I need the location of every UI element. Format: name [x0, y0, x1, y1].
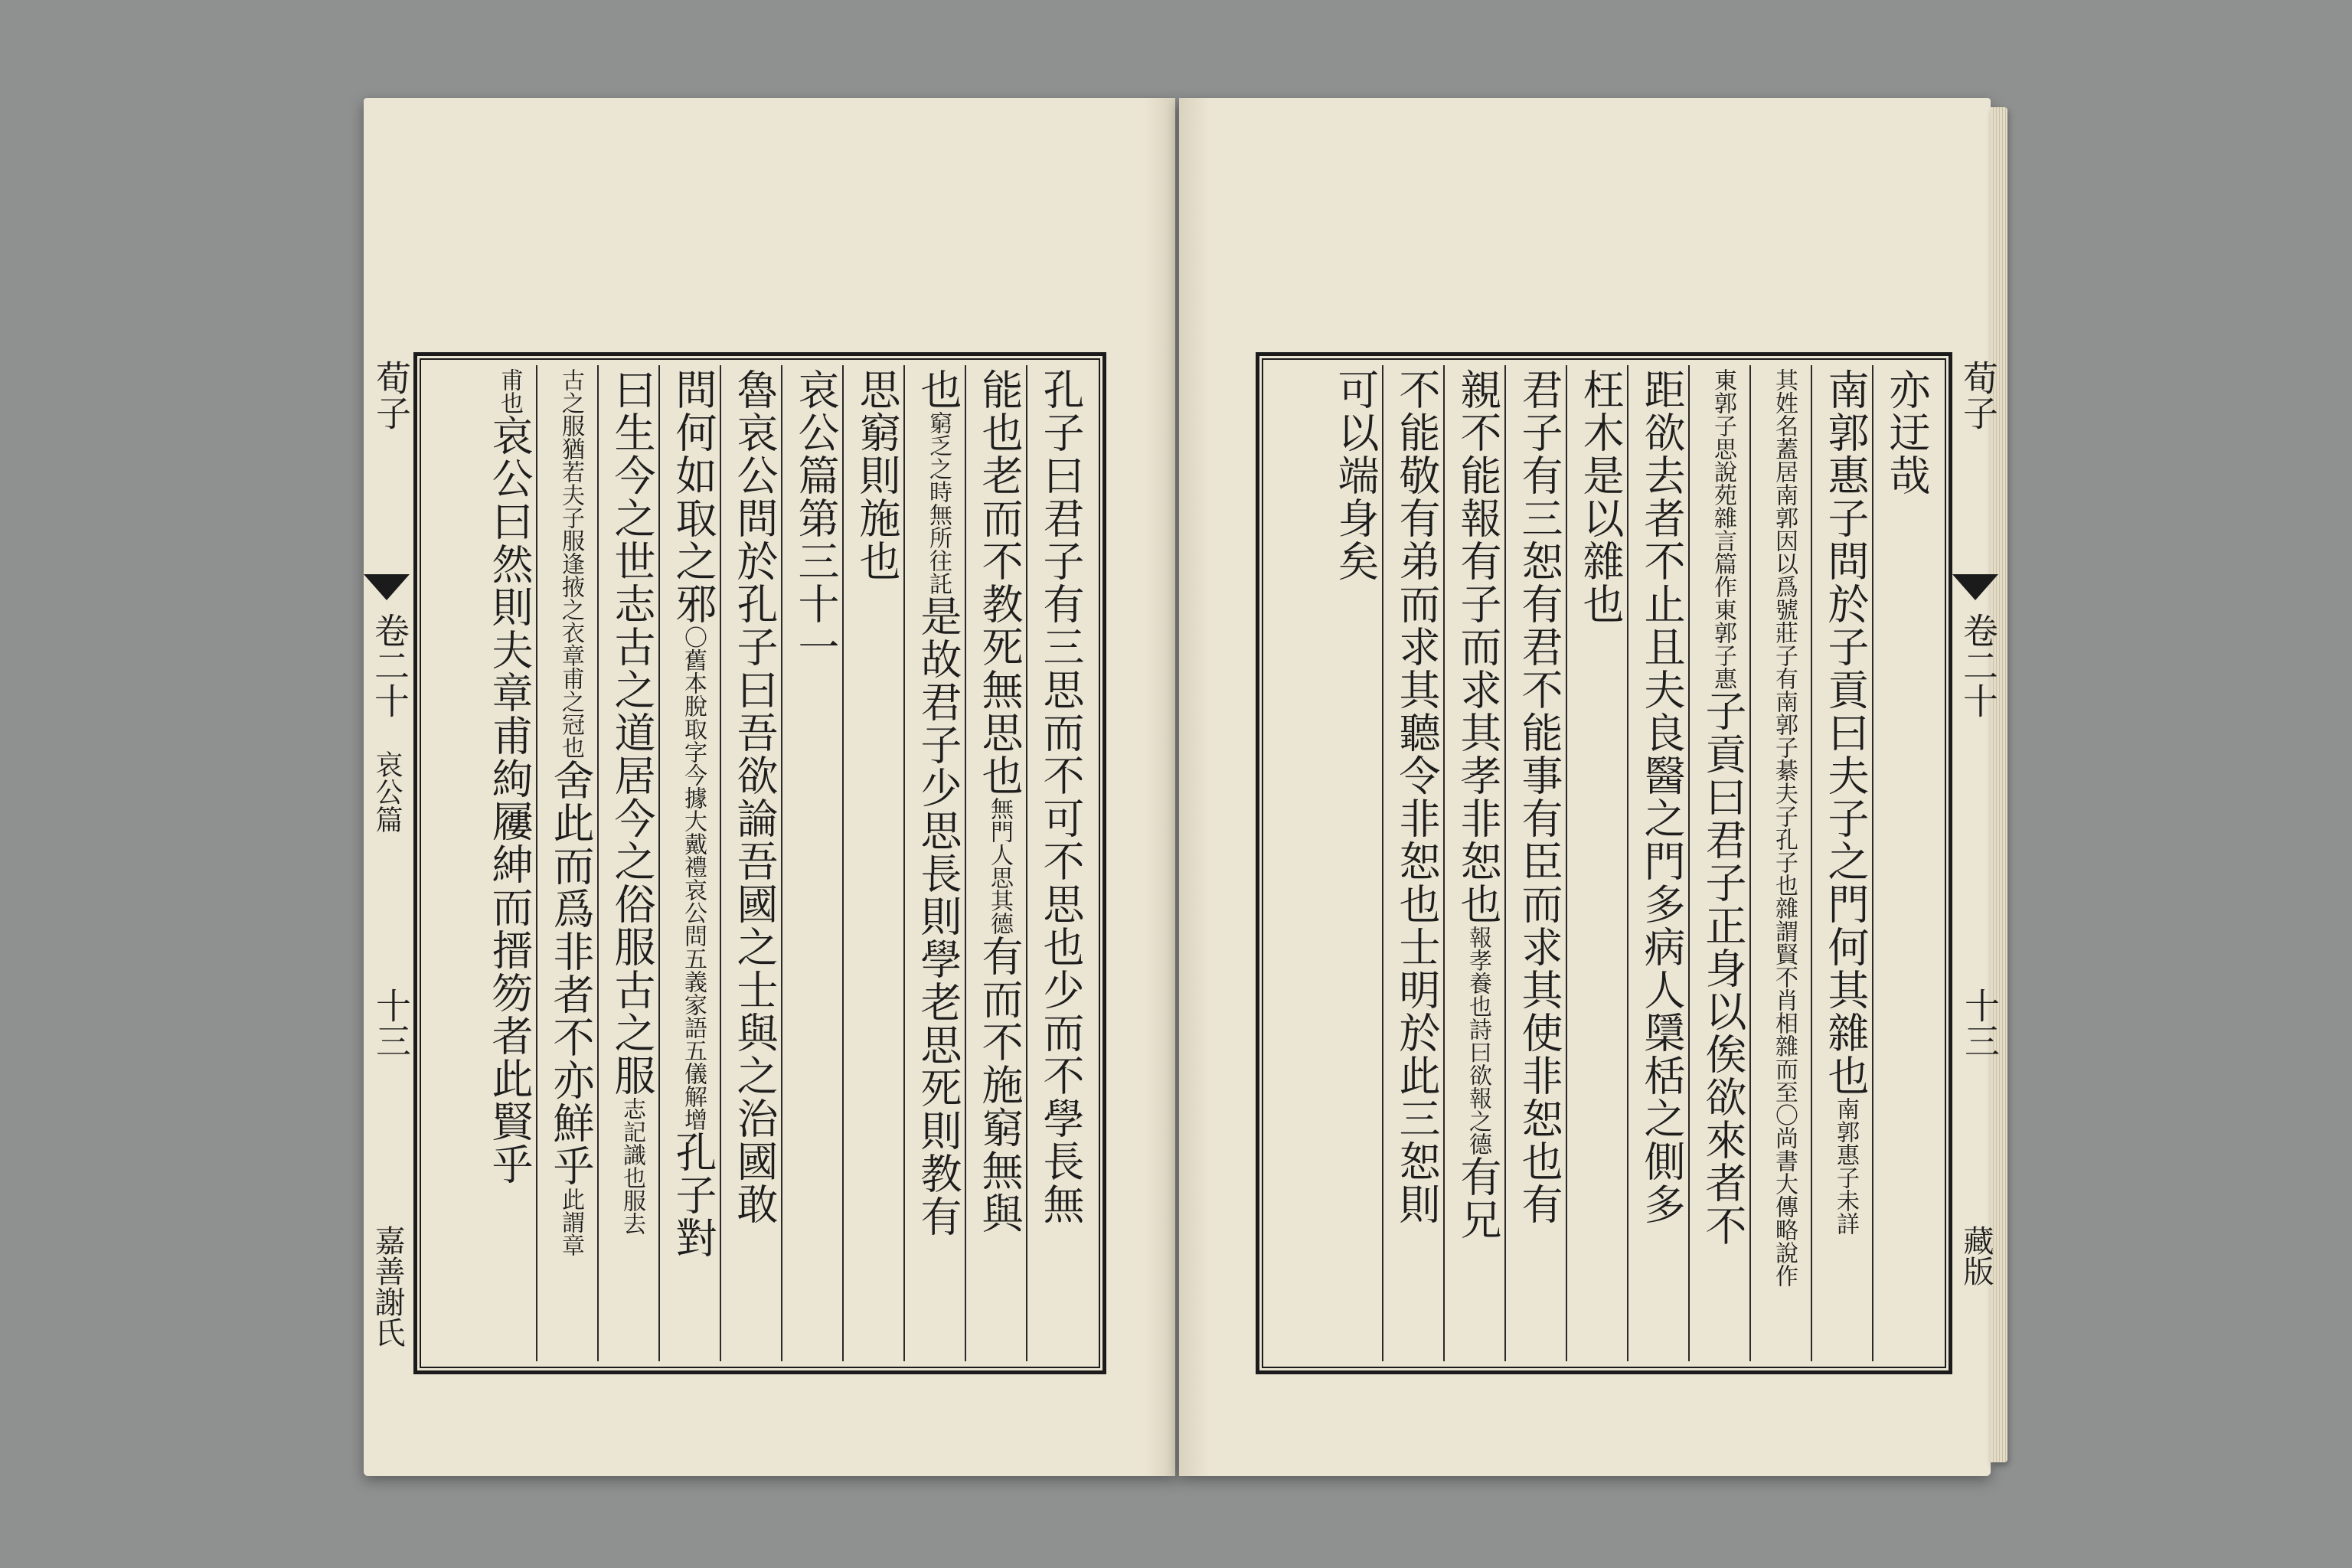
- commentary-text: 無門人思其德: [986, 797, 1013, 935]
- commentary-text: 甫也: [496, 368, 523, 414]
- text-column: [903, 365, 965, 1361]
- text-column: [1872, 365, 1933, 1361]
- text-column: [597, 365, 658, 1361]
- main-text: 舍此而爲非者不亦鮮乎: [547, 759, 595, 1187]
- commentary-text: 南郭惠子未詳: [1832, 1097, 1859, 1235]
- main-text: 思窮則施也: [853, 368, 901, 583]
- main-text: 南郭惠子問於子貢曰夫子之門何其雜也: [1821, 368, 1870, 1097]
- book-title: 荀子: [371, 360, 412, 430]
- right-text-block: [1275, 365, 1933, 1361]
- text-column: [1504, 365, 1566, 1361]
- commentary-text: 東郭子思說苑雜言篇作東郭子惠: [1710, 368, 1736, 690]
- main-text: 有兄: [1454, 1155, 1502, 1241]
- right-text-frame: [1256, 352, 1952, 1374]
- text-column: [720, 365, 781, 1361]
- publisher-mark: 藏版: [1958, 1225, 1994, 1286]
- text-column: [1811, 365, 1872, 1361]
- text-column: [1749, 365, 1811, 1361]
- main-text: 亦迂哉: [1883, 368, 1931, 497]
- right-margin-strip: [1949, 352, 2010, 1367]
- commentary-text: 其姓名蓋居南郭因以爲號莊子有南郭子綦夫子孔子也雜謂賢不肖相雜而至〇尚書大傳略說作: [1771, 368, 1798, 1287]
- main-text: 孔子曰君子有三思而不可不思也少而不學長無: [1037, 368, 1085, 1226]
- main-text: 距欲去者不止且夫良醫之門多病人檃栝之側多: [1638, 368, 1686, 1226]
- commentary-text: 窮乏之時無所往託: [925, 411, 952, 595]
- chapter-label: 哀公篇: [371, 750, 403, 833]
- main-text: 君子有三恕有君不能事有臣而求其使非恕也有: [1515, 368, 1563, 1226]
- main-text: 問何如取之邪: [669, 368, 717, 626]
- text-column: [842, 365, 903, 1361]
- text-column: [1443, 365, 1504, 1361]
- volume-label: 卷二十: [369, 612, 410, 718]
- text-column: [1382, 365, 1443, 1361]
- commentary-text: 此謂章: [557, 1187, 584, 1256]
- fish-tail-mark: [364, 574, 410, 600]
- main-text: 枉木是以雜也: [1576, 368, 1625, 626]
- commentary-text: 〇舊本脫取字今據大戴禮哀公問五義家語五儀解增: [680, 626, 707, 1131]
- main-text: 魯哀公問於孔子曰吾欲論吾國之士與之治國敢: [730, 368, 779, 1226]
- text-column: [658, 365, 720, 1361]
- main-text: 有而不施窮無與: [975, 935, 1024, 1235]
- text-column: [1026, 365, 1087, 1361]
- left-margin-strip: [360, 352, 421, 1367]
- fish-tail-mark: [1952, 574, 1998, 600]
- left-text-frame: [413, 352, 1106, 1374]
- main-text: 哀公曰然則夫章甫絇屨紳而搢笏者此賢乎: [485, 414, 534, 1186]
- commentary-text: 古之服猶若夫子服逢掖之衣章甫之冠也: [557, 368, 584, 759]
- text-column: [781, 365, 842, 1361]
- main-text: 能也老而不教死無思也: [975, 368, 1024, 797]
- commentary-text: 報孝養也詩曰欲報之德: [1465, 926, 1491, 1155]
- main-text: 孔子對: [669, 1131, 717, 1259]
- text-column: [475, 365, 536, 1361]
- main-text: 不能敬有弟而求其聽令非恕也士明於此三恕則: [1393, 368, 1441, 1226]
- book-title: 荀子: [1958, 360, 1999, 430]
- text-column: [536, 365, 597, 1361]
- main-text: 曰生今之世志古之道居今之俗服古之服: [608, 368, 656, 1097]
- text-column: [1566, 365, 1627, 1361]
- text-column: [1321, 365, 1382, 1361]
- main-text: 子貢曰君子正身以俟欲來者不: [1699, 690, 1747, 1247]
- text-column: [1688, 365, 1749, 1361]
- text-column: [1627, 365, 1688, 1361]
- page-number: 十三: [1959, 988, 2001, 1058]
- page-number: 十三: [371, 988, 412, 1058]
- main-text: 也: [914, 368, 962, 411]
- left-text-block: [433, 365, 1087, 1361]
- main-text: 哀公篇第三十一: [792, 368, 840, 668]
- publisher-mark: 嘉善謝氏: [370, 1225, 405, 1348]
- main-text: 可以端身矣: [1331, 368, 1380, 583]
- commentary-text: 志記識也服去: [619, 1097, 645, 1235]
- volume-label: 卷二十: [1958, 612, 1999, 718]
- main-text: 是故君子少思長則學老思死則教有: [914, 595, 962, 1238]
- text-column: [965, 365, 1026, 1361]
- main-text: 親不能報有子而求其孝非恕也: [1454, 368, 1502, 926]
- gutter-shadow: [1145, 98, 1175, 1476]
